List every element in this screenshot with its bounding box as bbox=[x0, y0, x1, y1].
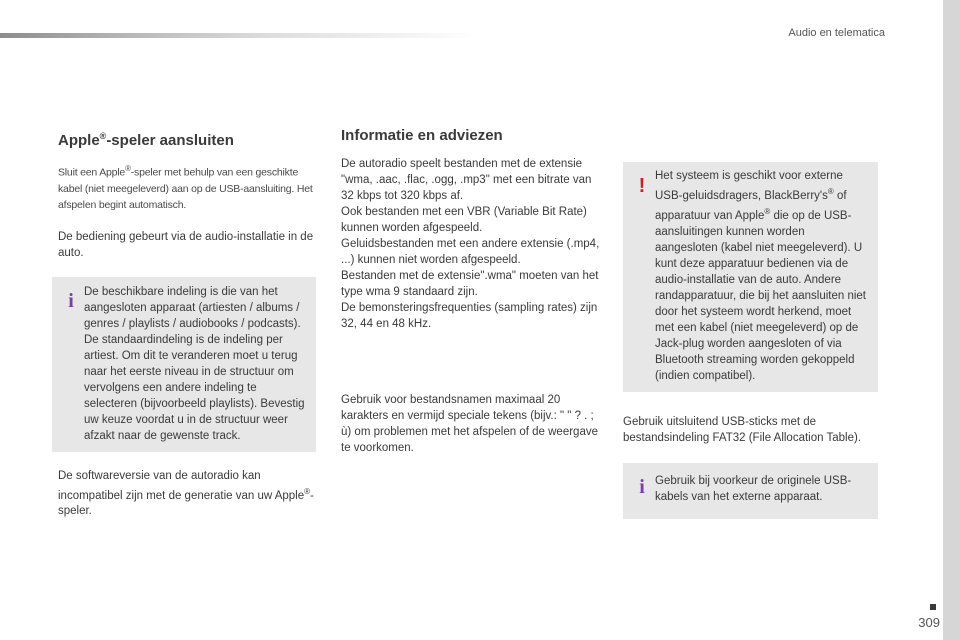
column-informatie bbox=[341, 128, 603, 456]
info-icon: i bbox=[639, 475, 645, 498]
warning-icon: ! bbox=[638, 175, 646, 197]
paragraph-extensies: De autoradio speelt bestanden met de extensie "wma, .aac, .flac, .ogg, .mp3" met een bitrate van 32 kbps tot 320 kbps af. bbox=[341, 158, 592, 202]
info-text-kabels: Gebruik bij voorkeur de originele USB-kabels van het externe apparaat. bbox=[655, 474, 852, 503]
intro-apple: Sluit een Apple®-speler met behulp van een geschikte kabel (niet meegeleverd) aan op de USB-aansluiting. Het afspelen begint automatisch. bbox=[58, 164, 313, 211]
info-icon: i bbox=[68, 289, 74, 312]
paragraph-vbr: Ook bestanden met een VBR (Variable Bit Rate) kunnen worden afgespeeld. bbox=[341, 206, 587, 234]
page-marker bbox=[930, 604, 936, 610]
warning-text-usb: Het systeem is geschikt voor externe USB-geluidsdragers, BlackBerry's® of apparatuur van Apple® die op de USB-aansluitingen kunnen worden aangesloten (kabel niet meegeleverd). U kunt deze apparatuur bedienen via de audio-installatie van de auto. Andere randapparatuur, die bij het aansluiten niet door het systeem wordt herkend, moet met een kabel (niet meegeleverd) op de Jack-plug worden aangesloten of via Bluetooth streaming worden gekoppeld (indien compatibel). bbox=[655, 170, 866, 382]
paragraph-andere-extensie: Geluidsbestanden met een andere extensie (.mp4, ...) kunnen niet worden afgespeeld. bbox=[341, 238, 600, 266]
paragraph-wma: Bestanden met de extensie".wma" moeten van het type wma 9 standaard zijn. bbox=[341, 270, 599, 298]
heading-informatie: Informatie en adviezen bbox=[341, 127, 503, 144]
paragraph-fat32: Gebruik uitsluitend USB-sticks met de bestandsindeling FAT32 (File Allocation Table). bbox=[623, 415, 862, 444]
paragraph-softwareversie: De softwareversie van de autoradio kan incompatibel zijn met de generatie van uw Apple®-speler. bbox=[58, 469, 314, 518]
heading-apple: Apple®-speler aansluiten bbox=[58, 131, 234, 149]
section-title: Audio en telematica bbox=[788, 27, 885, 39]
paragraph-bediening: De bediening gebeurt via de audio-installatie in de auto. bbox=[58, 230, 314, 259]
header-gradient-bar bbox=[0, 33, 480, 38]
info-box-kabels bbox=[623, 463, 878, 519]
paragraph-bestandsnamen: Gebruik voor bestandsnamen maximaal 20 karakters en vermijd speciale tekens (bijv.: " " ? . ; ù) om problemen met het afspelen of de weergave te voorkomen. bbox=[341, 394, 598, 454]
column-usb bbox=[623, 162, 888, 519]
info-text-indeling: De beschikbare indeling is die van het aangesloten apparaat (artiesten / albums / genres / playlists / audiobooks / podcasts). De standaardindeling is de indeling per artiest. Om dit te veranderen moet u terug naar het eerste niveau in de structuur om vervolgens een andere indeling te selecteren (bijvoorbeeld playlists). Bevestig uw keuze voordat u in de structuur weer afzakt naar de gewenste track. bbox=[84, 285, 305, 442]
info-box-indeling bbox=[52, 277, 316, 452]
page-edge-strip bbox=[943, 0, 960, 640]
page-number: 309 bbox=[918, 615, 940, 630]
column-apple bbox=[58, 128, 320, 519]
warning-box-usb bbox=[623, 162, 878, 392]
paragraph-sampling: De bemonsteringsfrequenties (sampling rates) zijn 32, 44 en 48 kHz. bbox=[341, 302, 598, 330]
